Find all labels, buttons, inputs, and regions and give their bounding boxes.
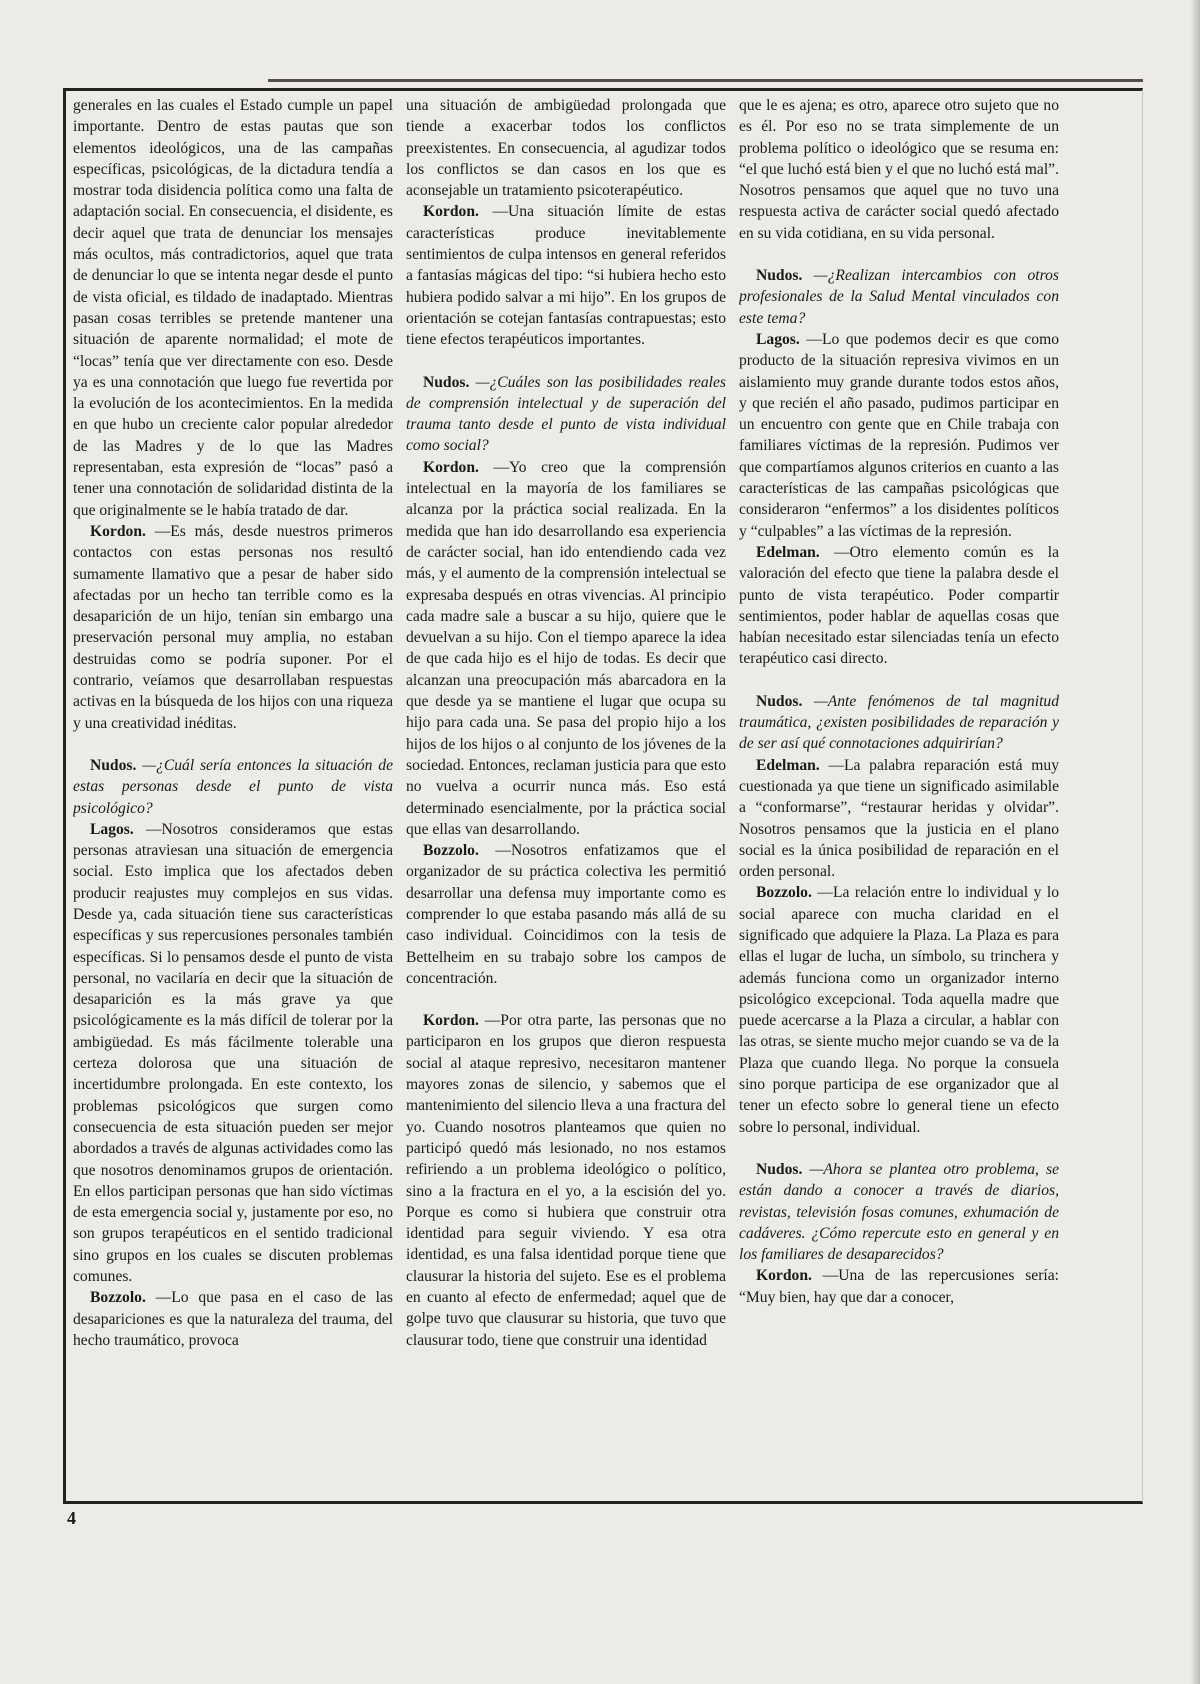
dialogue-paragraph	[406, 457, 726, 840]
dialogue-paragraph	[406, 840, 726, 989]
continuation-paragraph	[406, 95, 726, 201]
speaker-label: Nudos.	[756, 692, 803, 710]
paragraph-text: —Lo que podemos decir es que como producto de la situación represiva vivimos en un aislamiento muy grande durante todos estos años, y que recién el año pasado, pudimos participar en un encuentro con gente que en Chile trabaja con familiares víctimas de la represión. Pudimos ver que compartíamos algunos criterios en cuanto a las características de las campañas psicológicas que consideraron “enfermos” a los disidentes políticos y “culpables” a las víctimas de la represión.	[739, 330, 1059, 540]
paragraph-text: —Una situación límite de estas características produce inevitablemente sentimientos de culpa intensos en general referidos a fantasías mágicas del tipo: “si hubiera hecho esto hubiera podido salvar a mi hijo”. En los grupos de orientación se cotejan fantasías contrapuestas; esto tiene efectos terapéuticos importantes.	[406, 203, 726, 349]
page-edge-shadow	[1190, 0, 1200, 1684]
column-3	[739, 95, 1059, 1493]
paragraph-text: generales en las cuales el Estado cumple un papel importante. Dentro de estas pautas que son elementos ideológicos, una de las campañas específicas, psicológicas, de la dictadura tendía a mostrar toda disidencia política como una falta de adaptación social. En consecuencia, el disidente, es decir aquel que trata de denunciar los mensajes más ocultos, más contradictorios, aquel que trata de denunciar lo que se intenta negar desde el punto de vista oficial, es tildado de inadaptado. Mientras pasan cosas terribles se pretende mantener una situación de aparente normalidad; el mote de “locas” tenía que ver directamente con eso. Desde ya es una connotación que luego fue revertida por la evolución de los acontecimientos. En la medida en que hubo un creciente calor popular alrededor de las Madres y de lo que las Madres representaban, esta expresión de “locas” pasó a tener una connotación de solidaridad distinta de la que originalmente se le había tratado de dar.	[73, 97, 393, 519]
continuation-paragraph	[73, 95, 393, 521]
dialogue-paragraph	[739, 755, 1059, 883]
paragraph-text: —Una de las repercusiones sería: “Muy bien, hay que dar a conocer,	[739, 1267, 1059, 1306]
speaker-label: Edelman.	[756, 543, 820, 561]
paragraph-text: —¿Cuáles son las posibilidades reales de comprensión intelectual y de superación del trauma tanto desde el punto de vista individual como social?	[406, 373, 726, 455]
column-2	[406, 95, 726, 1493]
page-number: 4	[67, 1508, 76, 1528]
speaker-label: Kordon.	[423, 458, 479, 476]
paragraph-text: —Yo creo que la comprensión intelectual en la mayoría de los familiares se alcanza por la práctica social realizada. En la medida que han ido desarrollando esa experiencia de carácter social, han ido entendiendo cada vez más, y el aumento de la comprensión intelectual se expresaba después en otras vivencias. Al principio cada madre sale a buscar a su hijo, quiere que le devuelvan a su hijo. Con el tiempo aparece la idea de que cada hijo es el hijo de todas. Es decir que alcanzan una preocupación más abarcadora en la que desde ya se mantiene el lugar que ocupa su hijo para cada una. Se pasa del propio hijo a los hijos de los hijos o al conjunto de los jóvenes de la sociedad. Entonces, reclaman justicia para que esto no vuelva a ocurrir nunca más. Eso está determinado esencialmente, por la práctica social que ellas van desarrollando.	[406, 458, 726, 838]
paragraph-text: —Ante fenómenos de tal magnitud traumática, ¿existen posibilidades de reparación y de ser así qué connotaciones adquirirían?	[739, 692, 1059, 753]
speaker-label: Nudos.	[756, 267, 803, 285]
paragraph-text: —Nosotros enfatizamos que el organizador de su práctica colectiva les permitió desarrollar una defensa muy importante como es comprender lo que estaba pasando más allá de su caso individual. Coincidimos con la tesis de Bettelheim en su trabajo sobre los campos de concentración.	[406, 842, 726, 987]
dialogue-paragraph	[739, 265, 1059, 329]
page-frame	[63, 88, 1143, 1504]
paragraph-text: —Otro elemento común es la valoración del efecto que tiene la palabra desde el punto de vista terapéutico. Poder compartir sentimientos, poder hablar de aquellas cosas que habían necesitado estar silenciadas tenía un efecto terapéutico casi directo.	[739, 543, 1059, 668]
speaker-label: Lagos.	[756, 330, 800, 348]
speaker-label: Lagos.	[90, 820, 134, 838]
paragraph-text: que le es ajena; es otro, aparece otro sujeto que no es él. Por eso no se trata simplemente de un problema político o ideológico que se resuma en: “el que luchó está bien y el que no luchó está mal”. Nosotros pensamos que aquel que no tuvo una respuesta activa de carácter social quedó afectado en su vida cotidiana, en su vida personal.	[739, 97, 1059, 242]
paragraph-text: una situación de ambigüedad prolongada que tiende a exacerbar todos los conflictos preexistentes. En consecuencia, al agudizar todos los conflictos se dan casos en los que es aconsejable un tratamiento psicoterapéutico.	[406, 97, 726, 200]
speaker-label: Nudos.	[756, 1160, 803, 1178]
speaker-label: Kordon.	[90, 522, 146, 540]
scan-artifact-line	[268, 79, 1143, 82]
paragraph-text: —¿Cuál sería entonces la situación de estas personas desde el punto de vista psicológico?	[73, 756, 393, 817]
dialogue-paragraph	[739, 1159, 1059, 1265]
dialogue-paragraph	[406, 372, 726, 457]
dialogue-paragraph	[406, 201, 726, 350]
dialogue-paragraph	[739, 329, 1059, 542]
dialogue-paragraph	[73, 755, 393, 819]
dialogue-paragraph	[739, 542, 1059, 670]
dialogue-paragraph	[739, 1265, 1059, 1308]
speaker-label: Kordon.	[423, 1012, 479, 1030]
speaker-label: Nudos.	[423, 373, 470, 391]
speaker-label: Nudos.	[90, 756, 137, 774]
dialogue-paragraph	[73, 819, 393, 1288]
dialogue-paragraph	[739, 882, 1059, 1138]
dialogue-paragraph	[73, 1287, 393, 1351]
speaker-label: Kordon.	[756, 1267, 812, 1285]
dialogue-paragraph	[406, 1010, 726, 1351]
speaker-label: Bozzolo.	[756, 884, 812, 902]
speaker-label: Edelman.	[756, 756, 820, 774]
continuation-paragraph	[739, 95, 1059, 244]
text-columns	[73, 95, 1136, 1493]
paragraph-text: —Es más, desde nuestros primeros contactos con estas personas nos resultó sumamente llamativo que a pesar de haber sido afectadas por un hecho tan terrible como es la desaparición de un hijo, tenían sin embargo una preservación personal muy amplia, no estaban destruidas como se podría suponer. Por el contrario, veíamos que desarrollaban respuestas activas en la búsqueda de los hijos con una riqueza y una creatividad inéditas.	[73, 522, 393, 732]
speaker-label: Bozzolo.	[90, 1289, 146, 1307]
dialogue-paragraph	[73, 521, 393, 734]
paragraph-text: —Lo que pasa en el caso de las desapariciones es que la naturaleza del trauma, del hecho traumático, provoca	[73, 1289, 393, 1349]
column-1	[73, 95, 393, 1493]
speaker-label: Bozzolo.	[423, 842, 479, 860]
paragraph-text: —La palabra reparación está muy cuestionada ya que tiene un significado asimilable a “conformarse”, “restaurar heridas y olvidar”. Nosotros pensamos que la justicia en el plano social es la única posibilidad de reparación en el orden personal.	[739, 756, 1059, 881]
paragraph-text: —Por otra parte, las personas que no participaron en los grupos que dieron respuesta social al ataque represivo, necesitaron mantener mayores zonas de silencio, y sabemos que el mantenimiento del silencio lleva a una fractura del yo. Cuando nosotros planteamos que quien no participó quedó más lesionado, no nos estamos refiriendo a un problema ideológico o político, sino a la fractura en el yo, a la escisión del yo. Porque es como si hubiera que construir otra identidad para seguir viviendo. Y esa otra identidad, es una falsa identidad porque tiene que clausurar la historia del sujeto. Ese es el problema en cuanto al efecto de enfermedad; aquel que de golpe tuvo que clausurar su historia, que tuvo que clausurar todo, tiene que construir una identidad	[406, 1012, 726, 1349]
dialogue-paragraph	[739, 691, 1059, 755]
paragraph-text: —La relación entre lo individual y lo social aparece con mucha claridad en el significado que adquiere la Plaza. La Plaza es para ellas el lugar de lucha, un símbolo, su trinchera y además funciona como un organizador interno psicológico excepcional. Toda aquella madre que puede acercarse a la Plaza a circular, a hablar con las otras, se siente mucho mejor cuando se va de la Plaza que cuando llega. No porque la consuela sino porque participa de ese organizador que al tener un efecto sobre lo general tiene un efecto sobre lo personal, individual.	[739, 884, 1059, 1136]
paragraph-text: —Ahora se plantea otro problema, se están dando a conocer a través de diarios, revistas, televisión fosas comunes, exhumación de cadáveres. ¿Cómo repercute esto en general y en los familiares de desaparecidos?	[739, 1160, 1059, 1264]
paragraph-text: —¿Realizan intercambios con otros profesionales de la Salud Mental vinculados con este tema?	[739, 267, 1059, 327]
paragraph-text: —Nosotros consideramos que estas personas atraviesan una situación de emergencia social. Esto implica que los afectados deben producir reajustes muy complejos en sus vidas. Desde ya, cada situación tiene sus características específicas y sus repercusiones personales también específicas. Si lo pensamos desde el punto de vista personal, no vacilaría en decir que la situación de desaparición es la más grave ya que psicológicamente es la más difícil de tolerar por la ambigüedad. Es más fácilmente tolerable una certeza dolorosa que una situación de incertidumbre prolongada. En este contexto, los problemas psicológicos que surgen como consecuencia de esta situación pueden ser mejor abordados a través de algunas actividades como las que nosotros denominamos grupos de orientación. En ellos participan personas que han sido víctimas de esta emergencia social y, justamente por eso, no son grupos terapéuticos en el sentido tradicional sino grupos en los cuales se discuten problemas comunes.	[73, 820, 393, 1286]
speaker-label: Kordon.	[423, 203, 479, 221]
